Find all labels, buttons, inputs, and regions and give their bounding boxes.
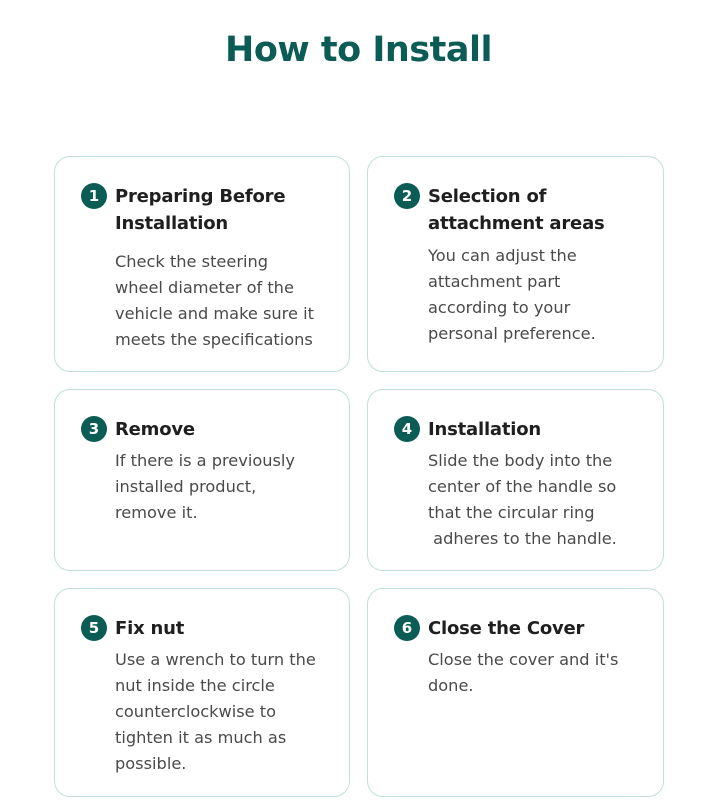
step-title: Installation <box>428 419 542 440</box>
step-title: Remove <box>115 419 195 440</box>
step-number-badge: 2 <box>394 183 420 209</box>
step-number-badge: 1 <box>81 183 107 209</box>
step-description: Use a wrench to turn the nut inside the circle counterclockwise to tighten it as much as possible. <box>115 650 316 773</box>
step-number-badge: 4 <box>394 416 420 442</box>
page-title: How to Install <box>225 30 492 70</box>
step-card-3 <box>54 389 350 571</box>
step-title: Close the Cover <box>428 618 585 639</box>
step-number-badge: 6 <box>394 615 420 641</box>
step-card-5 <box>54 588 350 797</box>
step-description: If there is a previously installed product, remove it. <box>115 451 296 522</box>
step-description: Close the cover and it's done. <box>428 650 619 695</box>
step-card-6 <box>367 588 664 797</box>
step-card-2 <box>367 156 664 372</box>
step-number-badge: 3 <box>81 416 107 442</box>
step-title: Selection of attachment areas <box>428 186 605 234</box>
step-description: Slide the body into the center of the handle so that the circular ring adheres to the handle. <box>428 451 617 548</box>
step-description: You can adjust the attachment part according to your personal preference. <box>428 246 596 343</box>
step-description: Check the steering wheel diameter of the vehicle and make sure it meets the specifications <box>115 252 314 349</box>
step-card-1 <box>54 156 350 372</box>
step-card-4 <box>367 389 664 571</box>
step-number-badge: 5 <box>81 615 107 641</box>
step-title: Preparing Before Installation <box>115 186 286 234</box>
step-title: Fix nut <box>115 618 185 639</box>
